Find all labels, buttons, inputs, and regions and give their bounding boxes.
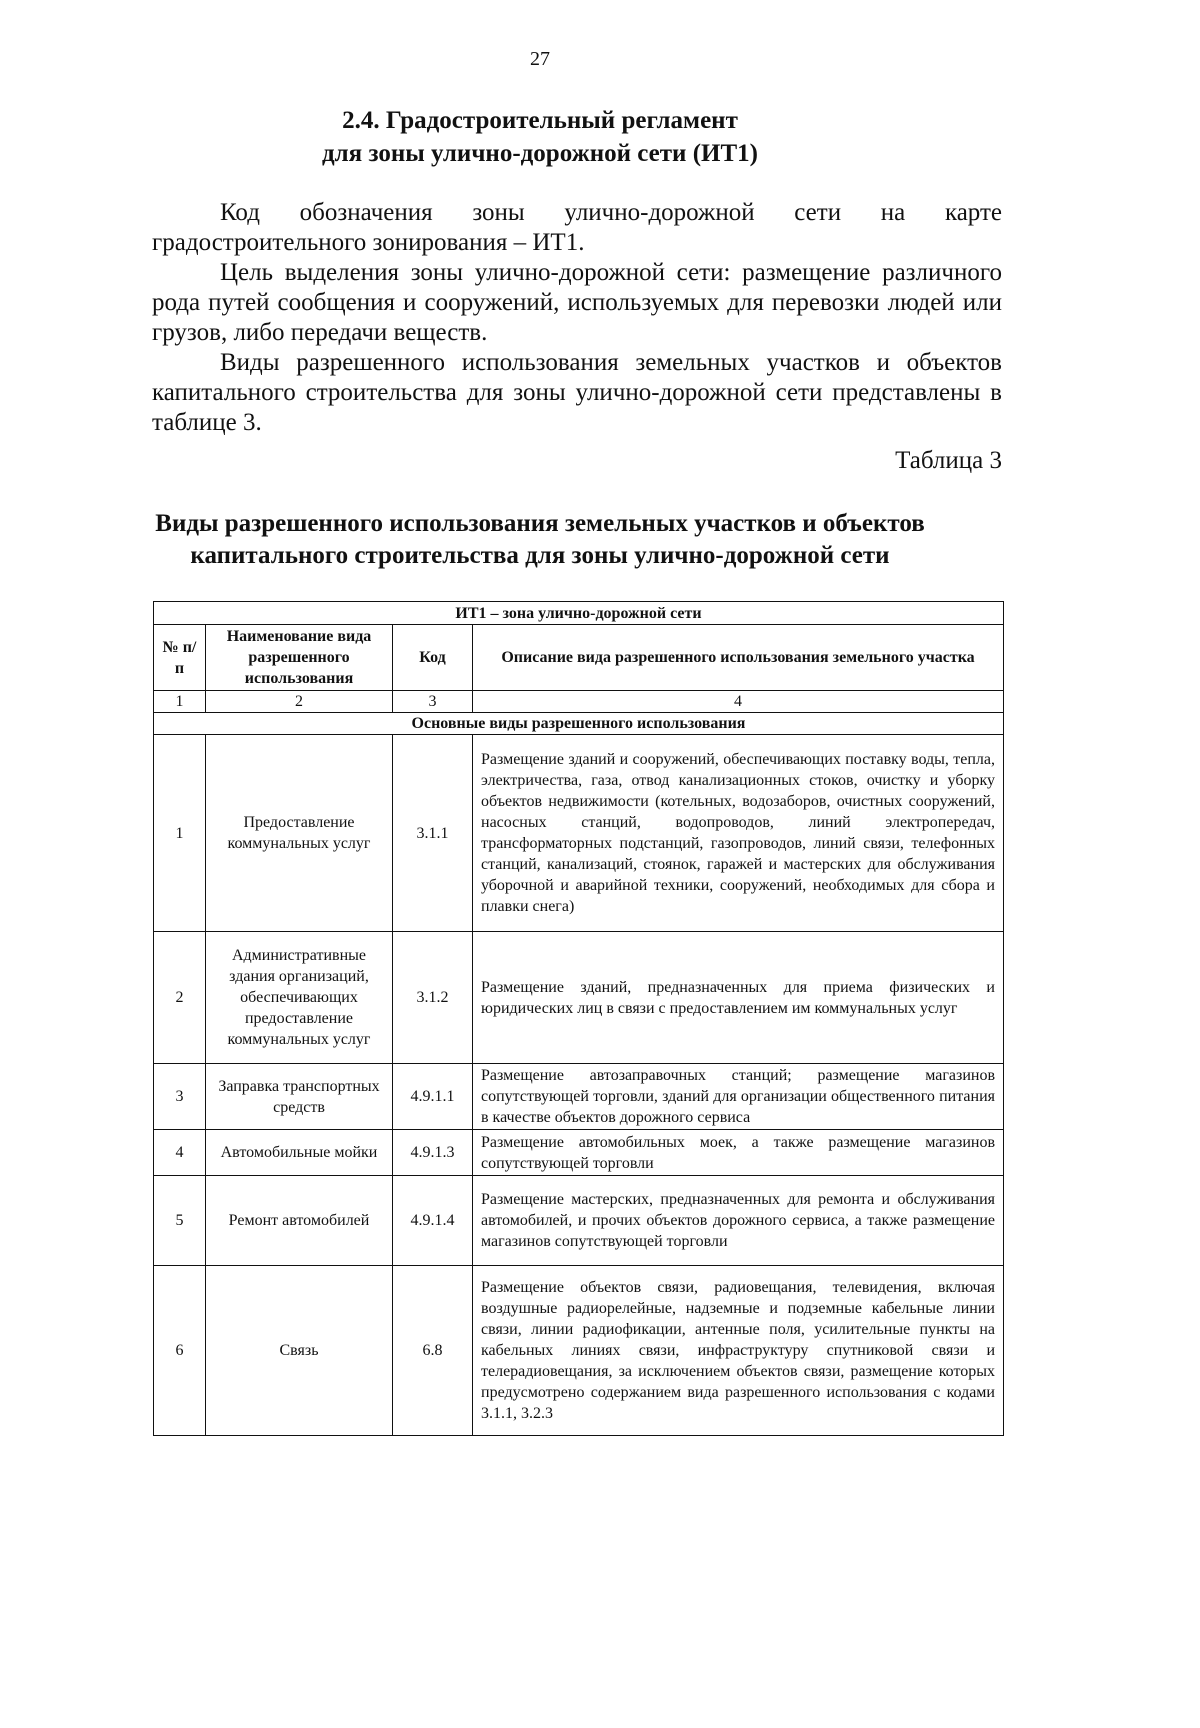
row-use-name: Заправка транспортных средств <box>206 1064 393 1130</box>
row-use-name: Связь <box>206 1266 393 1436</box>
row-description: Размещение зданий, предназначенных для приема физических и юридических лиц в связи с предоставлением им коммунальных услуг <box>473 932 1004 1064</box>
table-row <box>154 1064 1004 1130</box>
row-number: 5 <box>154 1176 206 1266</box>
col-number-4: 4 <box>473 691 1004 713</box>
row-number: 2 <box>154 932 206 1064</box>
col-header-code: Код <box>393 625 473 691</box>
col-header-description: Описание вида разрешенного использования земельного участка <box>473 625 1004 691</box>
table-title-line1: Виды разрешенного использования земельных участков и объектов <box>155 510 925 537</box>
col-header-number: № п/п <box>154 625 206 691</box>
row-code: 4.9.1.4 <box>393 1176 473 1266</box>
section-row <box>154 713 1004 735</box>
row-description: Размещение автозаправочных станций; размещение магазинов сопутствующей торговли, зданий для организации общественного питания в качестве объектов дорожного сервиса <box>473 1064 1004 1130</box>
table-title <box>0 508 1080 572</box>
row-number: 1 <box>154 735 206 932</box>
row-description: Размещение зданий и сооружений, обеспечивающих поставку воды, тепла, электричества, газа, отвод канализационных стоков, очистку и уборку объектов недвижимости (котельных, водозаборов, очистных сооружений, насосных станций, водопроводов, линий электропередач, трансформаторных подстанций, газопроводов, линий связи, телефонных станций, канализаций, стоянок, гаражей и мастерских для обслуживания уборочной и аварийной техники, сооружений, необходимых для сбора и плавки снега) <box>473 735 1004 932</box>
row-description: Размещение автомобильных моек, а также размещение магазинов сопутствующей торговли <box>473 1130 1004 1176</box>
paragraph-zone-purpose: Цель выделения зоны улично-дорожной сети: размещение различного рода путей сообщения и сооружений, используемых для перевозки людей или грузов, либо передачи веществ. <box>152 259 1002 346</box>
row-code: 6.8 <box>393 1266 473 1436</box>
section-header: Основные виды разрешенного использования <box>154 713 1004 735</box>
table-row <box>154 1130 1004 1176</box>
col-number-2: 2 <box>206 691 393 713</box>
table-row <box>154 1266 1004 1436</box>
row-number: 4 <box>154 1130 206 1176</box>
row-code: 4.9.1.3 <box>393 1130 473 1176</box>
row-use-name: Ремонт автомобилей <box>206 1176 393 1266</box>
row-number: 6 <box>154 1266 206 1436</box>
table-row <box>154 1176 1004 1266</box>
row-description: Размещение мастерских, предназначенных для ремонта и обслуживания автомобилей, и прочих объектов дорожного сервиса, а также размещение магазинов сопутствующей торговли <box>473 1176 1004 1266</box>
row-description: Размещение объектов связи, радиовещания, телевидения, включая воздушные радиорелейные, надземные и подземные кабельные линии связи, линии радиофикации, антенные поля, усилительные пункты на кабельных линиях связи, инфраструктуру спутниковой связи и телерадиовещания, за исключением объектов связи, размещение которых предусмотрено содержанием вида разрешенного использования с кодами 3.1.1, 3.2.3 <box>473 1266 1004 1436</box>
table-label: Таблица 3 <box>895 447 1002 474</box>
column-header-row <box>154 625 1004 691</box>
row-code: 3.1.2 <box>393 932 473 1064</box>
col-number-1: 1 <box>154 691 206 713</box>
section-heading <box>0 104 1080 170</box>
body-text <box>152 198 1002 438</box>
column-number-row <box>154 691 1004 713</box>
row-code: 3.1.1 <box>393 735 473 932</box>
row-use-name: Административные здания организаций, обеспечивающих предоставление коммунальных услуг <box>206 932 393 1064</box>
zone-header: ИТ1 – зона улично-дорожной сети <box>154 602 1004 625</box>
page-number: 27 <box>530 48 550 70</box>
section-heading-line2: для зоны улично-дорожной сети (ИТ1) <box>322 140 758 167</box>
paragraph-uses-intro: Виды разрешенного использования земельных участков и объектов капитального строительства для зоны улично-дорожной сети представлены в таблице 3. <box>152 349 1002 436</box>
row-code: 4.9.1.1 <box>393 1064 473 1130</box>
table-title-line2: капитального строительства для зоны улично-дорожной сети <box>190 542 890 569</box>
row-use-name: Предоставление коммунальных услуг <box>206 735 393 932</box>
zone-header-row <box>154 602 1004 625</box>
table-row <box>154 932 1004 1064</box>
section-heading-line1: 2.4. Градостроительный регламент <box>342 107 738 134</box>
col-number-3: 3 <box>393 691 473 713</box>
col-header-name: Наименование вида разрешенного использования <box>206 625 393 691</box>
permitted-uses-table <box>153 601 1004 1436</box>
table-row <box>154 735 1004 932</box>
paragraph-zone-code: Код обозначения зоны улично-дорожной сети на карте градостроительного зонирования – ИТ1. <box>152 199 1002 256</box>
row-use-name: Автомобильные мойки <box>206 1130 393 1176</box>
row-number: 3 <box>154 1064 206 1130</box>
